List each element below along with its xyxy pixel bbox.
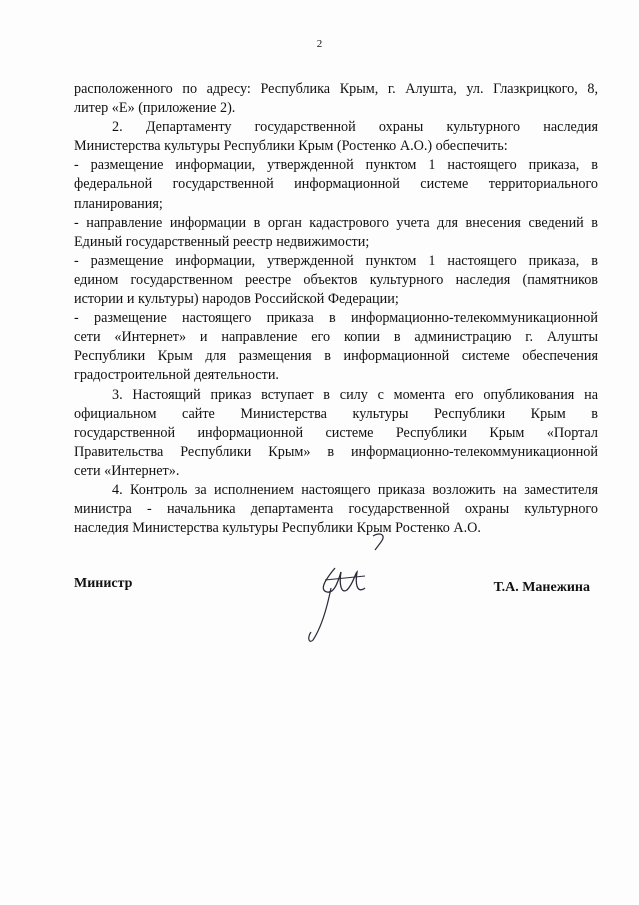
text-line: сети «Интернет» и направление его копии в администрацию г. Алушты bbox=[74, 329, 598, 346]
text-line: 4. Контроль за исполнением настоящего приказа возложить на заместителя bbox=[112, 481, 598, 498]
text-line: Единый государственный реестр недвижимости; bbox=[74, 233, 370, 250]
text-line: - направление информации в орган кадастрового учета для внесения сведений в bbox=[74, 214, 598, 231]
text-line: сети «Интернет». bbox=[74, 462, 180, 479]
text-line: 2. Департаменту государственной охраны культурного наследия bbox=[112, 119, 598, 136]
text-line: едином государственном реестре объектов культурного наследия (памятников bbox=[74, 271, 598, 288]
text-line: истории и культуры) народов Российской Федерации; bbox=[74, 291, 399, 308]
text-line: министра - начальника департамента государственной охраны культурного bbox=[74, 501, 598, 518]
signatory-title: Министр bbox=[74, 576, 133, 591]
text-line: - размещение информации, утвержденной пунктом 1 настоящего приказа, в bbox=[74, 157, 598, 174]
text-line: градостроительной деятельности. bbox=[74, 367, 279, 384]
text-line: официальном сайте Министерства культуры Республики Крым в bbox=[74, 405, 598, 422]
text-line: наследия Министерства культуры Республики Крым Ростенко А.О. bbox=[74, 520, 481, 537]
signature-block bbox=[74, 576, 598, 606]
text-line: - размещение настоящего приказа в информационно-телекоммуникационной bbox=[74, 310, 598, 327]
text-line: государственной информационной системе Республики Крым «Портал bbox=[74, 424, 598, 441]
text-line: литер «Е» (приложение 2). bbox=[74, 100, 236, 117]
text-line: федеральной государственной информационной системе территориального bbox=[74, 176, 598, 193]
text-line: расположенного по адресу: Республика Крым, г. Алушта, ул. Глазкрицкого, 8, bbox=[74, 81, 598, 97]
order-body-text bbox=[74, 80, 598, 538]
text-line: - размещение информации, утвержденной пунктом 1 настоящего приказа, в bbox=[74, 252, 598, 269]
signatory-name: Т.А. Манежина bbox=[493, 580, 590, 595]
page-number: 2 bbox=[316, 38, 323, 50]
text-line: Министерства культуры Республики Крым (Ростенко А.О.) обеспечить: bbox=[74, 138, 508, 155]
text-line: 3. Настоящий приказ вступает в силу с момента его опубликования на bbox=[112, 386, 598, 403]
text-line: планирования; bbox=[74, 195, 163, 212]
text-line: Правительства Республики Крым» в информационно-телекоммуникационной bbox=[74, 443, 598, 460]
text-line: Республики Крым для размещения в информационной системе обеспечения bbox=[74, 348, 598, 365]
